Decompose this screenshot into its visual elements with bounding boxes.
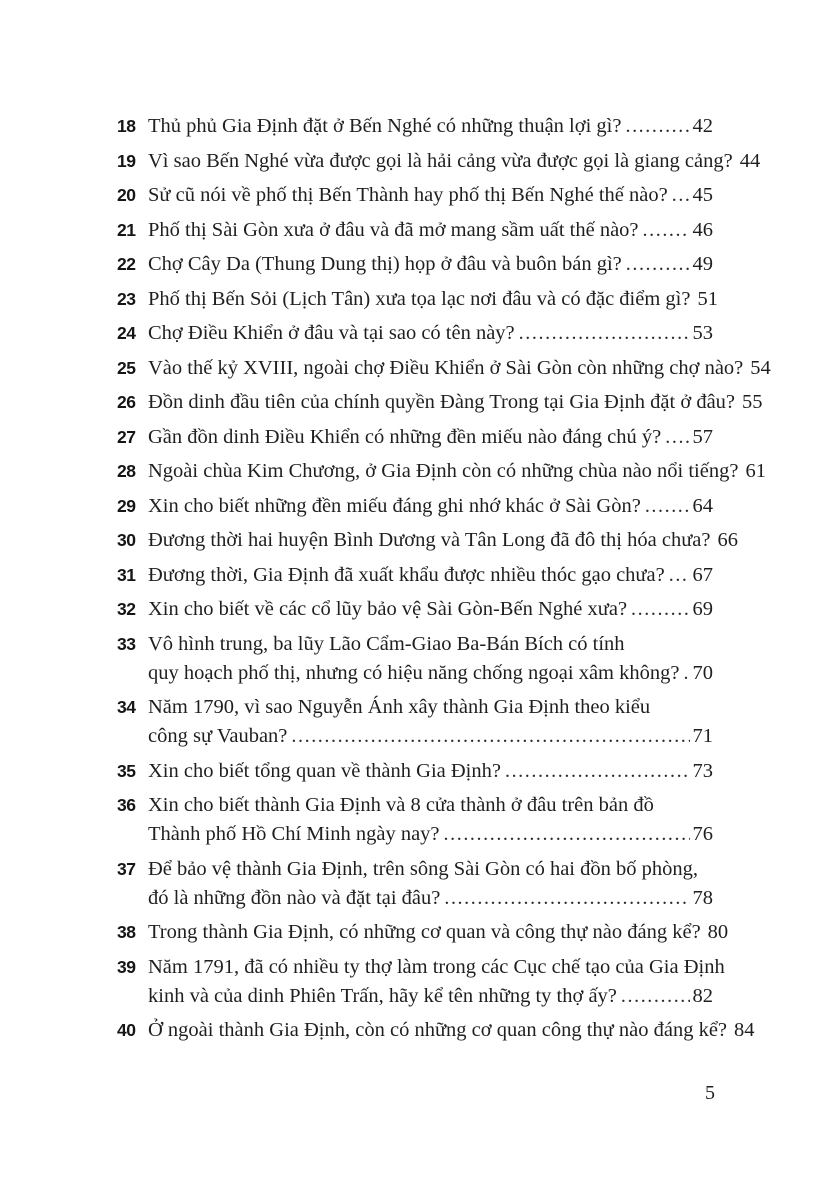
toc-entry-line	[148, 820, 713, 849]
toc-entry-number: 36	[117, 795, 136, 815]
toc-entry-title: Năm 1791, đã có nhiều ty thợ làm trong các Cục chế tạo của Gia Định	[148, 955, 725, 978]
toc-entry-page: 76	[692, 823, 713, 845]
toc-entry-line	[148, 884, 713, 913]
toc-entry-number: 35	[117, 760, 136, 781]
toc-entry	[117, 388, 763, 417]
toc-entry-body	[148, 147, 761, 176]
toc-entry-body	[148, 457, 766, 486]
toc-entry-body	[148, 526, 738, 555]
toc-entry-page: 84	[734, 1019, 755, 1041]
toc-entry	[117, 147, 761, 176]
toc-entry-line	[148, 181, 713, 210]
toc-entry-line	[148, 250, 713, 279]
toc-entry-title: Vì sao Bến Nghé vừa được gọi là hải cảng vừa được gọi là giang cảng?	[148, 149, 733, 172]
toc-entry-body	[148, 250, 713, 279]
dot-leader	[291, 722, 689, 751]
toc-entry-line	[148, 112, 713, 141]
toc-entry-title: Để bảo vệ thành Gia Định, trên sông Sài Gòn có hai đồn bố phòng,	[148, 857, 698, 880]
toc-entry-title: Thủ phủ Gia Định đặt ở Bến Nghé có những thuận lợi gì?	[148, 115, 622, 137]
toc-entry	[117, 630, 713, 688]
dot-leader	[626, 250, 690, 279]
dot-leader	[625, 112, 689, 141]
toc-entry-body	[148, 1016, 755, 1045]
toc-entry-number: 26	[117, 392, 136, 412]
toc-entry-body	[148, 388, 763, 417]
toc-entry	[117, 354, 771, 383]
toc-entry-body	[148, 757, 713, 786]
toc-entry-page: 54	[750, 356, 771, 379]
toc-entry	[117, 285, 718, 314]
toc-entry-page: 45	[692, 184, 713, 206]
dot-leader	[519, 319, 690, 348]
toc-entry	[117, 561, 713, 590]
toc-entry-number: 19	[117, 150, 136, 171]
toc-entry-title: Đương thời, Gia Định đã xuất khẩu được nhiều thóc gạo chưa?	[148, 563, 665, 586]
toc-entry-page: 46	[692, 218, 713, 241]
toc-entry-number: 30	[117, 530, 136, 550]
toc-entry-line	[148, 595, 713, 624]
toc-entry-title: quy hoạch phố thị, nhưng có hiệu năng chống ngoại xâm không?	[148, 661, 680, 684]
toc-entry	[117, 492, 713, 521]
toc-entry-line	[148, 526, 738, 555]
toc-entry-body	[148, 112, 713, 141]
toc-entry-page: 53	[692, 322, 713, 344]
toc-entry-body	[148, 791, 713, 849]
toc-entry-number: 24	[117, 323, 136, 343]
toc-entry-page: 69	[692, 598, 713, 620]
toc-entry-number: 37	[117, 858, 136, 879]
toc-entry-page: 64	[692, 494, 713, 517]
toc-entry-title: Gần đồn dinh Điều Khiển có những đền miếu nào đáng chú ý?	[148, 425, 662, 448]
dot-leader	[645, 492, 690, 521]
toc-entry-line	[148, 982, 713, 1011]
toc-entry-number: 29	[117, 495, 136, 516]
toc-entry-number: 23	[117, 288, 136, 309]
toc-entry	[117, 918, 729, 947]
toc-entry-body	[148, 693, 713, 751]
toc-entry-page: 78	[692, 886, 713, 909]
toc-entry-number: 34	[117, 697, 136, 717]
toc-entry-title: Xin cho biết về các cổ lũy bảo vệ Sài Gòn-Bến Nghé xưa?	[148, 598, 628, 620]
toc-entry	[117, 855, 713, 913]
toc-entry-title: Xin cho biết thành Gia Định và 8 cửa thành ở đâu trên bản đồ	[148, 794, 654, 816]
toc-entry-number: 25	[117, 357, 136, 378]
toc-entry-title: Đương thời hai huyện Bình Dương và Tân Long đã đô thị hóa chưa?	[148, 529, 711, 551]
toc-entry-page: 82	[692, 984, 713, 1007]
dot-leader	[683, 659, 689, 688]
toc-entry-title: đó là những đồn nào và đặt tại đâu?	[148, 886, 441, 909]
toc-entry-title: công sự Vauban?	[148, 725, 288, 747]
toc-entry-line	[148, 561, 713, 590]
toc-entry-page: 61	[745, 460, 766, 482]
toc-entry-line	[148, 147, 761, 176]
toc-entry-body	[148, 918, 729, 947]
toc-entry	[117, 457, 766, 486]
toc-entry-title: Năm 1790, vì sao Nguyễn Ánh xây thành Gia Định theo kiểu	[148, 696, 651, 718]
toc-entry	[117, 423, 713, 452]
toc-entry-body	[148, 561, 713, 590]
toc-entry-title: Ở ngoài thành Gia Định, còn có những cơ quan công thự nào đáng kể?	[148, 1019, 728, 1041]
page-number: 5	[705, 1082, 715, 1104]
dot-leader	[669, 561, 690, 590]
toc-entry	[117, 526, 738, 555]
toc-entry-number: 31	[117, 564, 136, 585]
toc-entry-line	[148, 319, 713, 348]
toc-entry-title: Trong thành Gia Định, có những cơ quan và công thự nào đáng kể?	[148, 921, 701, 943]
dot-leader	[505, 757, 690, 786]
toc-entry-title: Phố thị Bến Sỏi (Lịch Tân) xưa tọa lạc nơi đâu và có đặc điểm gì?	[148, 287, 691, 310]
toc-entry-title: Xin cho biết tổng quan về thành Gia Định?	[148, 759, 501, 782]
toc-entry	[117, 216, 713, 245]
toc-entry-line	[148, 492, 713, 521]
toc-entry-number: 33	[117, 633, 136, 654]
toc-entry-number: 39	[117, 956, 136, 977]
toc-entry-page: 71	[692, 725, 713, 747]
toc-entry-line	[148, 423, 713, 452]
toc-entry-title: Chợ Điều Khiển ở đâu và tại sao có tên này?	[148, 322, 515, 344]
toc-entry-line	[148, 216, 713, 245]
dot-leader	[631, 595, 689, 624]
toc-entry-body	[148, 319, 713, 348]
toc-entry-number: 32	[117, 599, 136, 619]
toc-entry-body	[148, 354, 771, 383]
toc-entry-title: kinh và của dinh Phiên Trấn, hãy kể tên những ty thợ ấy?	[148, 984, 617, 1007]
toc-entry-number: 20	[117, 185, 136, 205]
toc-entry-body	[148, 423, 713, 452]
dot-leader	[444, 820, 690, 849]
toc-entry	[117, 791, 713, 849]
toc-entry-number: 27	[117, 426, 136, 447]
toc-entry-number: 38	[117, 922, 136, 942]
toc-entry-page: 80	[707, 921, 729, 943]
toc-entry-body	[148, 953, 725, 1011]
dot-leader	[444, 884, 689, 913]
toc-entry-page: 67	[692, 563, 713, 586]
toc-entry-title: Đồn dinh đầu tiên của chính quyền Đàng Trong tại Gia Định đặt ở đâu?	[148, 391, 736, 413]
toc-entry-line	[148, 757, 713, 786]
toc-entry	[117, 595, 713, 624]
table-of-contents	[117, 112, 771, 1051]
toc-entry-title: Chợ Cây Da (Thung Dung thị) họp ở đâu và buôn bán gì?	[148, 253, 622, 275]
toc-entry-number: 21	[117, 219, 136, 240]
toc-entry	[117, 319, 713, 348]
toc-entry-line	[148, 722, 713, 751]
toc-entry-number: 28	[117, 461, 136, 481]
toc-entry-page: 57	[692, 425, 713, 448]
toc-entry-page: 55	[742, 391, 763, 413]
dot-leader	[621, 982, 690, 1011]
toc-entry-line	[148, 918, 729, 947]
toc-entry-number: 40	[117, 1020, 136, 1040]
toc-entry-body	[148, 492, 713, 521]
toc-entry-line	[148, 285, 718, 314]
toc-entry-page: 49	[692, 253, 713, 275]
dot-leader	[672, 181, 690, 210]
toc-entry-body	[148, 630, 713, 688]
toc-entry-page: 42	[692, 115, 713, 137]
toc-entry-page: 51	[697, 287, 718, 310]
toc-entry-page: 73	[692, 759, 713, 782]
toc-entry-title: Xin cho biết những đền miếu đáng ghi nhớ khác ở Sài Gòn?	[148, 494, 641, 517]
toc-entry	[117, 1016, 755, 1045]
toc-entry-title: Phố thị Sài Gòn xưa ở đâu và đã mở mang sầm uất thế nào?	[148, 218, 639, 241]
toc-entry-body	[148, 216, 713, 245]
toc-entry	[117, 953, 725, 1011]
toc-entry-body	[148, 855, 713, 913]
toc-entry	[117, 250, 713, 279]
toc-entry-body	[148, 181, 713, 210]
toc-entry	[117, 112, 713, 141]
dot-leader	[665, 423, 689, 452]
toc-entry-title: Ngoài chùa Kim Chương, ở Gia Định còn có những chùa nào nổi tiếng?	[148, 460, 739, 482]
toc-entry	[117, 181, 713, 210]
toc-entry-page: 44	[739, 149, 761, 172]
toc-entry-number: 22	[117, 254, 136, 274]
toc-entry-line	[148, 1016, 755, 1045]
toc-entry-title: Vào thế kỷ XVIII, ngoài chợ Điều Khiển ở Sài Gòn còn những chợ nào?	[148, 356, 744, 379]
toc-entry-body	[148, 595, 713, 624]
toc-entry-line	[148, 659, 713, 688]
toc-entry	[117, 757, 713, 786]
toc-entry-title: Sử cũ nói về phố thị Bến Thành hay phố thị Bến Nghé thế nào?	[148, 184, 668, 206]
toc-entry-line	[148, 354, 771, 383]
toc-entry-title: Thành phố Hồ Chí Minh ngày nay?	[148, 823, 440, 845]
toc-entry-line	[148, 388, 763, 417]
toc-entry	[117, 693, 713, 751]
toc-entry-page: 70	[692, 661, 713, 684]
dot-leader	[643, 216, 690, 245]
toc-entry-page: 66	[717, 529, 738, 551]
toc-entry-body	[148, 285, 718, 314]
toc-entry-title: Vô hình trung, ba lũy Lão Cẩm-Giao Ba-Bán Bích có tính	[148, 632, 625, 655]
toc-entry-line	[148, 457, 766, 486]
toc-entry-number: 18	[117, 116, 136, 136]
